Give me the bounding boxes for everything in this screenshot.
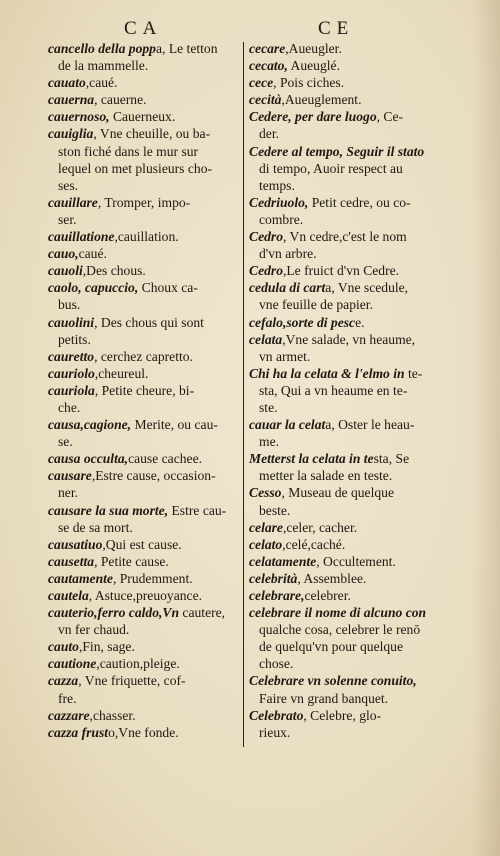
headword: cauoli [48,263,83,279]
entry-first-line: cecato, Aueuglé. [249,58,340,74]
entry-first-line: causare la sua morte, Estre cau- [48,502,227,518]
dictionary-entry [249,604,447,672]
entry-first-line: cauriolo,cheureul. [48,365,149,381]
headword: cazza frust [48,724,109,740]
dictionary-entry [48,348,240,365]
headword: cancello della popp [48,41,156,56]
dictionary-entry [48,553,240,570]
entry-first-line: celato,celé,caché. [249,536,346,552]
entry-first-line: cauolini, Des chous qui sont [48,314,204,330]
headword: cauo, [48,246,79,262]
dictionary-entry [48,672,240,706]
left-column [48,40,240,741]
dictionary-entry [48,604,240,638]
headword: cauolini [48,314,95,330]
headword: celebrare il nome di alcuno con [249,605,427,621]
dictionary-entry [249,91,447,108]
dictionary-entry [249,450,447,484]
entry-continuation-line: lequel on met plusieurs cho- [58,160,213,176]
dictionary-entry [48,570,240,587]
entry-first-line: celebrare,celebrer. [249,588,351,603]
entry-continuation-line: de quelqu'vn pour quelque [259,639,404,655]
headword: cauto [48,639,79,655]
entry-first-line [249,672,447,689]
entry-first-line: cautione,caution,pleige. [48,656,180,672]
entry-continuation-line: ser. [58,211,77,227]
right-column [249,40,447,741]
entry-first-line: causatiuo,Qui est cause. [48,536,182,552]
dictionary-entry [249,553,447,570]
headword: celatamente [249,553,317,569]
dictionary-entry [249,587,447,604]
entry-first-line: cazza, Vne friquette, cof- [48,673,186,689]
headword: cauriolo [48,365,95,381]
headword: cauillatione [48,229,115,245]
entry-continuation-line: ste. [259,399,278,415]
column-divider [243,42,244,747]
entry-first-line: Cesso, Museau de quelque [249,485,394,501]
headword: causatiuo [48,536,103,552]
dictionary-entry [249,57,447,74]
dictionary-entry [48,638,240,655]
headword: Celebrare vn solenne conuito, [249,673,417,689]
entry-first-line [249,604,447,621]
entry-first-line: cauillatione,cauillation. [48,229,179,245]
headword: cazzare [48,707,90,723]
headword: Cedere al tempo, Seguir il stato [249,143,425,159]
dictionary-entry [249,536,447,553]
headword: Cedriuolo, [249,194,309,210]
headword: celebrare, [249,588,305,603]
headword: causa,cagione, [48,417,132,433]
headword: causare [48,468,92,484]
entry-continuation-line: ner. [58,485,79,501]
entry-continuation-line: vn fer chaud. [58,622,130,638]
headword: celebrità [249,570,298,586]
headword: cecità [249,92,282,108]
dictionary-entry [249,279,447,313]
headword: Celebrato [249,707,304,723]
headword: causare la sua morte, [48,502,169,518]
entry-first-line: cancello della poppa, Le tetton [48,41,218,56]
headword: cauterio,ferro caldo,Vn [48,605,180,621]
entry-first-line: cautela, Astuce,preuoyance. [48,588,203,603]
entry-first-line: causetta, Petite cause. [48,553,169,569]
entry-continuation-line: der. [259,126,280,142]
dictionary-entry [48,262,240,279]
headword: cauretto [48,348,95,364]
dictionary-entry [249,365,447,416]
entry-continuation-line: se de sa mort. [58,519,133,535]
entry-continuation-line: metter la salade en teste. [259,468,393,484]
dictionary-entry [249,707,447,741]
entry-continuation-line: de la mammelle. [58,58,149,74]
entry-continuation-line: di tempo, Auoir respect au [259,160,403,176]
dictionary-entry [48,724,240,741]
entry-first-line: cauterio,ferro caldo,Vn cautere, [48,605,226,621]
entry-first-line: causa,cagione, Merite, ou cau- [48,417,218,433]
dictionary-entry [48,587,240,604]
entry-continuation-line: sta, Qui a vn heaume en te- [259,382,408,398]
dictionary-entry [48,228,240,245]
entry-first-line: cauato,caué. [48,75,118,91]
entry-first-line: Metterst la celata in testa, Se [249,451,410,467]
dictionary-entry [249,314,447,331]
running-head-left: CA [124,18,163,39]
headword: cauernoso, [48,109,110,125]
entry-first-line: cecare,Aueugler. [249,41,342,56]
dictionary-entry [48,40,240,74]
entry-first-line: cece, Pois ciches. [249,75,345,91]
headword: cefalo,sorte di pesc [249,314,356,330]
headword: cauriola [48,382,95,398]
dictionary-entry [249,228,447,262]
entry-continuation-line: beste. [259,502,291,518]
headword: cauerna [48,92,95,108]
entry-first-line: Cedere, per dare luogo, Ce- [249,109,404,125]
dictionary-entry [249,484,447,518]
entry-first-line: Cedro,Le fruict d'vn Cedre. [249,263,400,279]
dictionary-entry [48,245,240,262]
entry-continuation-line: combre. [259,211,304,227]
dictionary-entry [48,314,240,348]
entry-continuation-line: che. [58,399,81,415]
entry-first-line: Chi ha la celata & l'elmo in te- [249,365,423,381]
dictionary-entry [48,108,240,125]
entry-first-line: Cedro, Vn cedre,c'est le nom [249,229,407,245]
entry-continuation-line: bus. [58,297,81,313]
headword: Cedere, per dare luogo [249,109,377,125]
headword: caolo, capuccio, [48,280,142,296]
entry-first-line: causa occulta,cause cachee. [48,451,203,467]
dictionary-entry [48,467,240,501]
entry-first-line: celare,celer, cacher. [249,519,358,535]
entry-first-line: celebrità, Assemblee. [249,570,367,586]
entry-continuation-line: vne feuille de papier. [259,297,373,313]
headword: causa occulta, [48,451,129,467]
headword: cauato [48,75,86,91]
entry-first-line: causare,Estre cause, occasion- [48,468,216,484]
entry-first-line: cauretto, cerchez capretto. [48,348,193,364]
dictionary-entry [249,74,447,91]
dictionary-entry [249,262,447,279]
dictionary-entry [48,536,240,553]
entry-first-line: cautamente, Prudemment. [48,570,193,586]
entry-first-line: Cedriuolo, Petit cedre, ou co- [249,194,411,210]
headword: cece [249,75,274,91]
entry-first-line: cedula di carta, Vne scedule, [249,280,409,296]
headword: Cedro [249,263,283,279]
entry-first-line: cazza frusto,Vne fonde. [48,724,179,740]
headword: cedula di cart [249,280,326,296]
entry-first-line: cauerna, cauerne. [48,92,147,108]
entry-first-line: cauar la celata, Oster le heau- [249,417,415,433]
entry-first-line [249,143,447,160]
dictionary-entry [48,502,240,536]
headword: celare [249,519,283,535]
entry-continuation-line: fre. [58,690,77,706]
dictionary-entry [48,382,240,416]
running-head-right: CE [318,18,355,39]
headword: cecato, [249,58,288,74]
dictionary-entry [249,519,447,536]
dictionary-entry [249,143,447,194]
headword: celato [249,536,283,552]
dictionary-entry [48,279,240,313]
dictionary-entry [48,125,240,193]
headword: cazza [48,673,79,689]
entry-continuation-line: me. [259,434,280,450]
headword: Cedro [249,229,283,245]
headword: causetta [48,553,95,569]
dictionary-entry [249,570,447,587]
entry-first-line: Celebrato, Celebre, glo- [249,707,382,723]
entry-first-line: cauillare, Tromper, impo- [48,194,191,210]
entry-continuation-line: Faire vn grand banquet. [259,690,389,706]
entry-first-line: cefalo,sorte di pesce. [249,314,365,330]
entry-first-line: cauernoso, Cauerneux. [48,109,176,125]
dictionary-entry [48,450,240,467]
dictionary-entry [249,331,447,365]
entry-continuation-line: ston fiché dans le mur sur [58,143,199,159]
headword: cautione [48,656,97,672]
headword: cauar la celat [249,417,326,433]
entry-first-line: celata,Vne salade, vn heaume, [249,331,416,347]
dictionary-entry [48,194,240,228]
headword: cautamente [48,570,113,586]
dictionary-entry [48,74,240,91]
entry-first-line: cauriola, Petite cheure, bi- [48,382,195,398]
entry-continuation-line: vn armet. [259,348,311,364]
entry-first-line: cauto,Fin, sage. [48,639,135,655]
entry-continuation-line: chose. [259,656,294,672]
dictionary-entry [48,655,240,672]
headword: Chi ha la celata & l'elmo in [249,365,408,381]
dictionary-entry [48,416,240,450]
entry-first-line: cecità,Aueuglement. [249,92,362,108]
dictionary-entry [249,194,447,228]
dictionary-entry [249,672,447,706]
entry-continuation-line: ses. [58,177,79,193]
headword: cautela [48,588,89,603]
headword: Cesso [249,485,282,501]
entry-first-line: cazzare,chasser. [48,707,136,723]
entry-first-line: cauoli,Des chous. [48,263,146,279]
headword: Metterst la celata in te [249,451,374,467]
headword: celata [249,331,283,347]
entry-first-line: cauiglia, Vne cheuille, ou ba- [48,126,211,142]
dictionary-entry [48,365,240,382]
headword: cecare [249,41,286,56]
entry-first-line: cauo,caué. [48,246,107,262]
entry-continuation-line: qualche cosa, celebrer le renō [259,622,421,638]
dictionary-entry [249,416,447,450]
dictionary-entry [48,707,240,724]
headword: cauiglia [48,126,94,142]
dictionary-entry [48,91,240,108]
entry-first-line: caolo, capuccio, Choux ca- [48,280,198,296]
entry-continuation-line: se. [58,434,73,450]
dictionary-entry [249,40,447,57]
entry-continuation-line: rieux. [259,724,291,740]
headword: cauillare [48,194,98,210]
page-edge-shadow [472,0,500,856]
entry-continuation-line: temps. [259,177,295,193]
entry-continuation-line: d'vn arbre. [259,246,317,262]
dictionary-entry [249,108,447,142]
entry-first-line: celatamente, Occultement. [249,553,396,569]
entry-continuation-line: petits. [58,331,91,347]
